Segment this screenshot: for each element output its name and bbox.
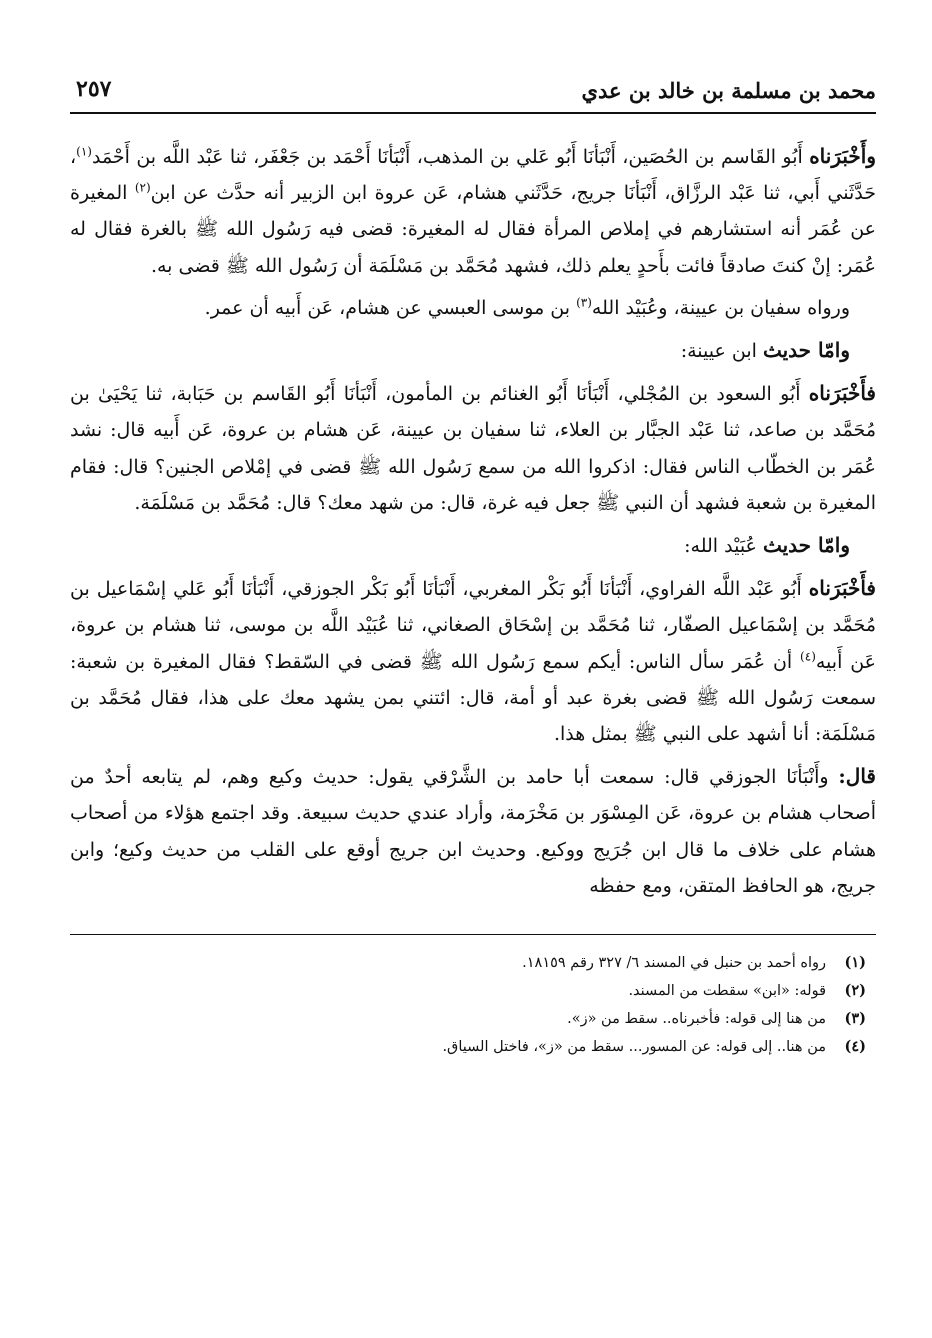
paragraph-lead: قال: — [838, 764, 876, 789]
paragraph — [70, 570, 876, 752]
footnote-text: رواه أحمد بن حنبل في المسند ٦/ ٣٢٧ رقم ١٨١٥٩. — [522, 955, 826, 972]
paragraph — [70, 527, 876, 564]
paragraph-lead: فأَخْبَرَناه — [808, 576, 876, 601]
paragraph — [70, 138, 876, 284]
footnote-ref[interactable]: (٣) — [576, 295, 592, 310]
footnote-ref[interactable]: (٢) — [134, 180, 151, 195]
text-segment: أَبُو السعود بن المُجْلي، أَنْبَأنَا أَبُو الغنائم بن المأمون، أَنْبَأنَا أَبُو القَاسم بن حَبَابة، ثنا يَحْيَىٰ بن مُحَمَّد بن صاعد، ثنا عَبْد الجبَّار بن العلاء، ثنا سفيان بن عيينة، عَن هشام بن عروة، عَن أَبيه قال: نشد عُمَر بن الخطّاب الناس فقال: اذكروا الله من سمع رَسُول الله ﷺ قضى في إمْلاص الجنين؟ قال: فقام المغيرة بن شعبة فشهد أن النبي ﷺ جعل فيه غرة، قال: من شهد معك؟ قال: مُحَمَّد بن مَسْلَمَة. — [70, 383, 876, 514]
paragraph-lead: وأَخْبَرَناه — [809, 144, 876, 168]
footnote-number: (٢) — [844, 982, 866, 1000]
text-segment: ، حَدَّثَني أَبي، ثنا عَبْد الرزَّاق، أَنْبَأنَا جريج، حَدَّثَني هشام، عَن عروة ابن الزبير أنه حدَّث عن ابن — [70, 146, 876, 205]
paragraph-lead: وامّا حديث — [762, 533, 850, 558]
paragraph — [70, 375, 876, 521]
text-segment: المغيرة عن عُمَر أنه استشارهم في إملاص المرأة فقال له المغيرة: قضى فيه رَسُول الله ﷺ بالغرة فقال له عُمَر: إنْ كنتَ صادقاً فائت بأَحدٍ يعلم ذلك، فشهد مُحَمَّد بن مَسْلَمَة أن رَسُول الله ﷺ قضى به. — [70, 182, 876, 277]
text-segment: أن عُمَر سأل الناس: أيكم سمع رَسُول الله ﷺ قضى في السّقط؟ فقال المغيرة بن شعبة: سمعت رَسُول الله ﷺ قضى بغرة عبد أو أمة، قال: ائتني بمن يشهد معك على هذا، فقال مُحَمَّد بن مَسْلَمَة: أنا أشهد على النبي ﷺ بمثل هذا. — [70, 650, 876, 746]
footnote-item — [70, 977, 866, 1005]
paragraph-lead: وامّا حديث — [762, 338, 850, 363]
text-segment: وأَنْبَأنَا الجوزقي قال: سمعت أبا حامد بن الشَّرْقي يقول: حديث وكيع وهم، لم يتابعه أحدٌ من أصحاب هشام بن عروة، عَن المِسْوَر بن مَخْرَمة، وأراد عندي حديث سبيعة. وقد اجتمع هؤلاء من أصحاب هشام على خلاف ما قال ابن جُرَيج ووكيع. وحديث ابن جريج أوقع على القلب من حديث وكيع؛ وابن جريج، هو الحافظ المتقن، ومع حفظه — [70, 766, 876, 897]
footnote-ref[interactable]: (٤) — [800, 649, 816, 664]
paragraph — [70, 758, 876, 904]
paragraph-lead: فأَخْبَرَناه — [808, 381, 876, 406]
footnote-text: من هنا.. إلى قوله: عن المسور... سقط من «ز»، فاختل السياق. — [442, 1039, 826, 1056]
running-header — [70, 60, 876, 114]
main-text — [70, 138, 876, 904]
footnote-number: (١) — [844, 954, 866, 972]
footnote-item — [70, 1033, 866, 1061]
footnote-ref[interactable]: (١) — [76, 144, 92, 159]
chapter-title: محمد بن مسلمة بن خالد بن عدي — [581, 78, 876, 103]
footnote-item — [70, 1005, 866, 1033]
paragraph — [70, 290, 876, 326]
footnote-text: قوله: «ابن» سقطت من المسند. — [628, 983, 826, 1000]
text-segment: ابن عيينة: — [680, 340, 763, 363]
footnote-separator — [70, 934, 876, 935]
text-segment: أَبُو عَبْد اللَّه الفراوي، أَنْبَأنَا أَبُو بَكْر المغربي، أَنْبَأنَا أَبُو بَكْر الجوزقي، أَنْبَأنَا أَبُو عَلي إسْمَاعيل بن مُحَمَّد بن إسْمَاعيل الصفّار، ثنا مُحَمَّد بن إسْحَاق الصغاني، ثنا عُبَيْد اللَّه بن موسى، ثنا هشام بن عروة، عَن أَبيه — [70, 578, 877, 673]
paragraph — [70, 332, 876, 369]
text-segment: عُبَيْد الله: — [684, 535, 763, 558]
footnotes — [70, 949, 876, 1061]
footnote-number: (٣) — [844, 1010, 866, 1028]
text-segment: أَبُو القَاسم بن الحُصَين، أَنْبَأنَا أَبُو عَلي بن المذهب، أَنْبَأنَا أَحْمَد بن جَعْفَر، ثنا عَبْد اللَّه بن أَحْمَد — [91, 146, 810, 168]
footnote-item — [70, 949, 866, 977]
text-segment: بن موسى العبسي عن هشام، عَن أَبيه أن عمر. — [204, 296, 577, 319]
book-page — [70, 60, 876, 1310]
text-segment: ورواه سفيان بن عيينة، وعُبَيْد الله — [591, 296, 850, 319]
footnote-text: من هنا إلى قوله: فأخبرناه.. سقط من «ز». — [567, 1011, 826, 1028]
footnote-number: (٤) — [844, 1038, 866, 1056]
page-number: ٢٥٧ — [76, 76, 112, 102]
